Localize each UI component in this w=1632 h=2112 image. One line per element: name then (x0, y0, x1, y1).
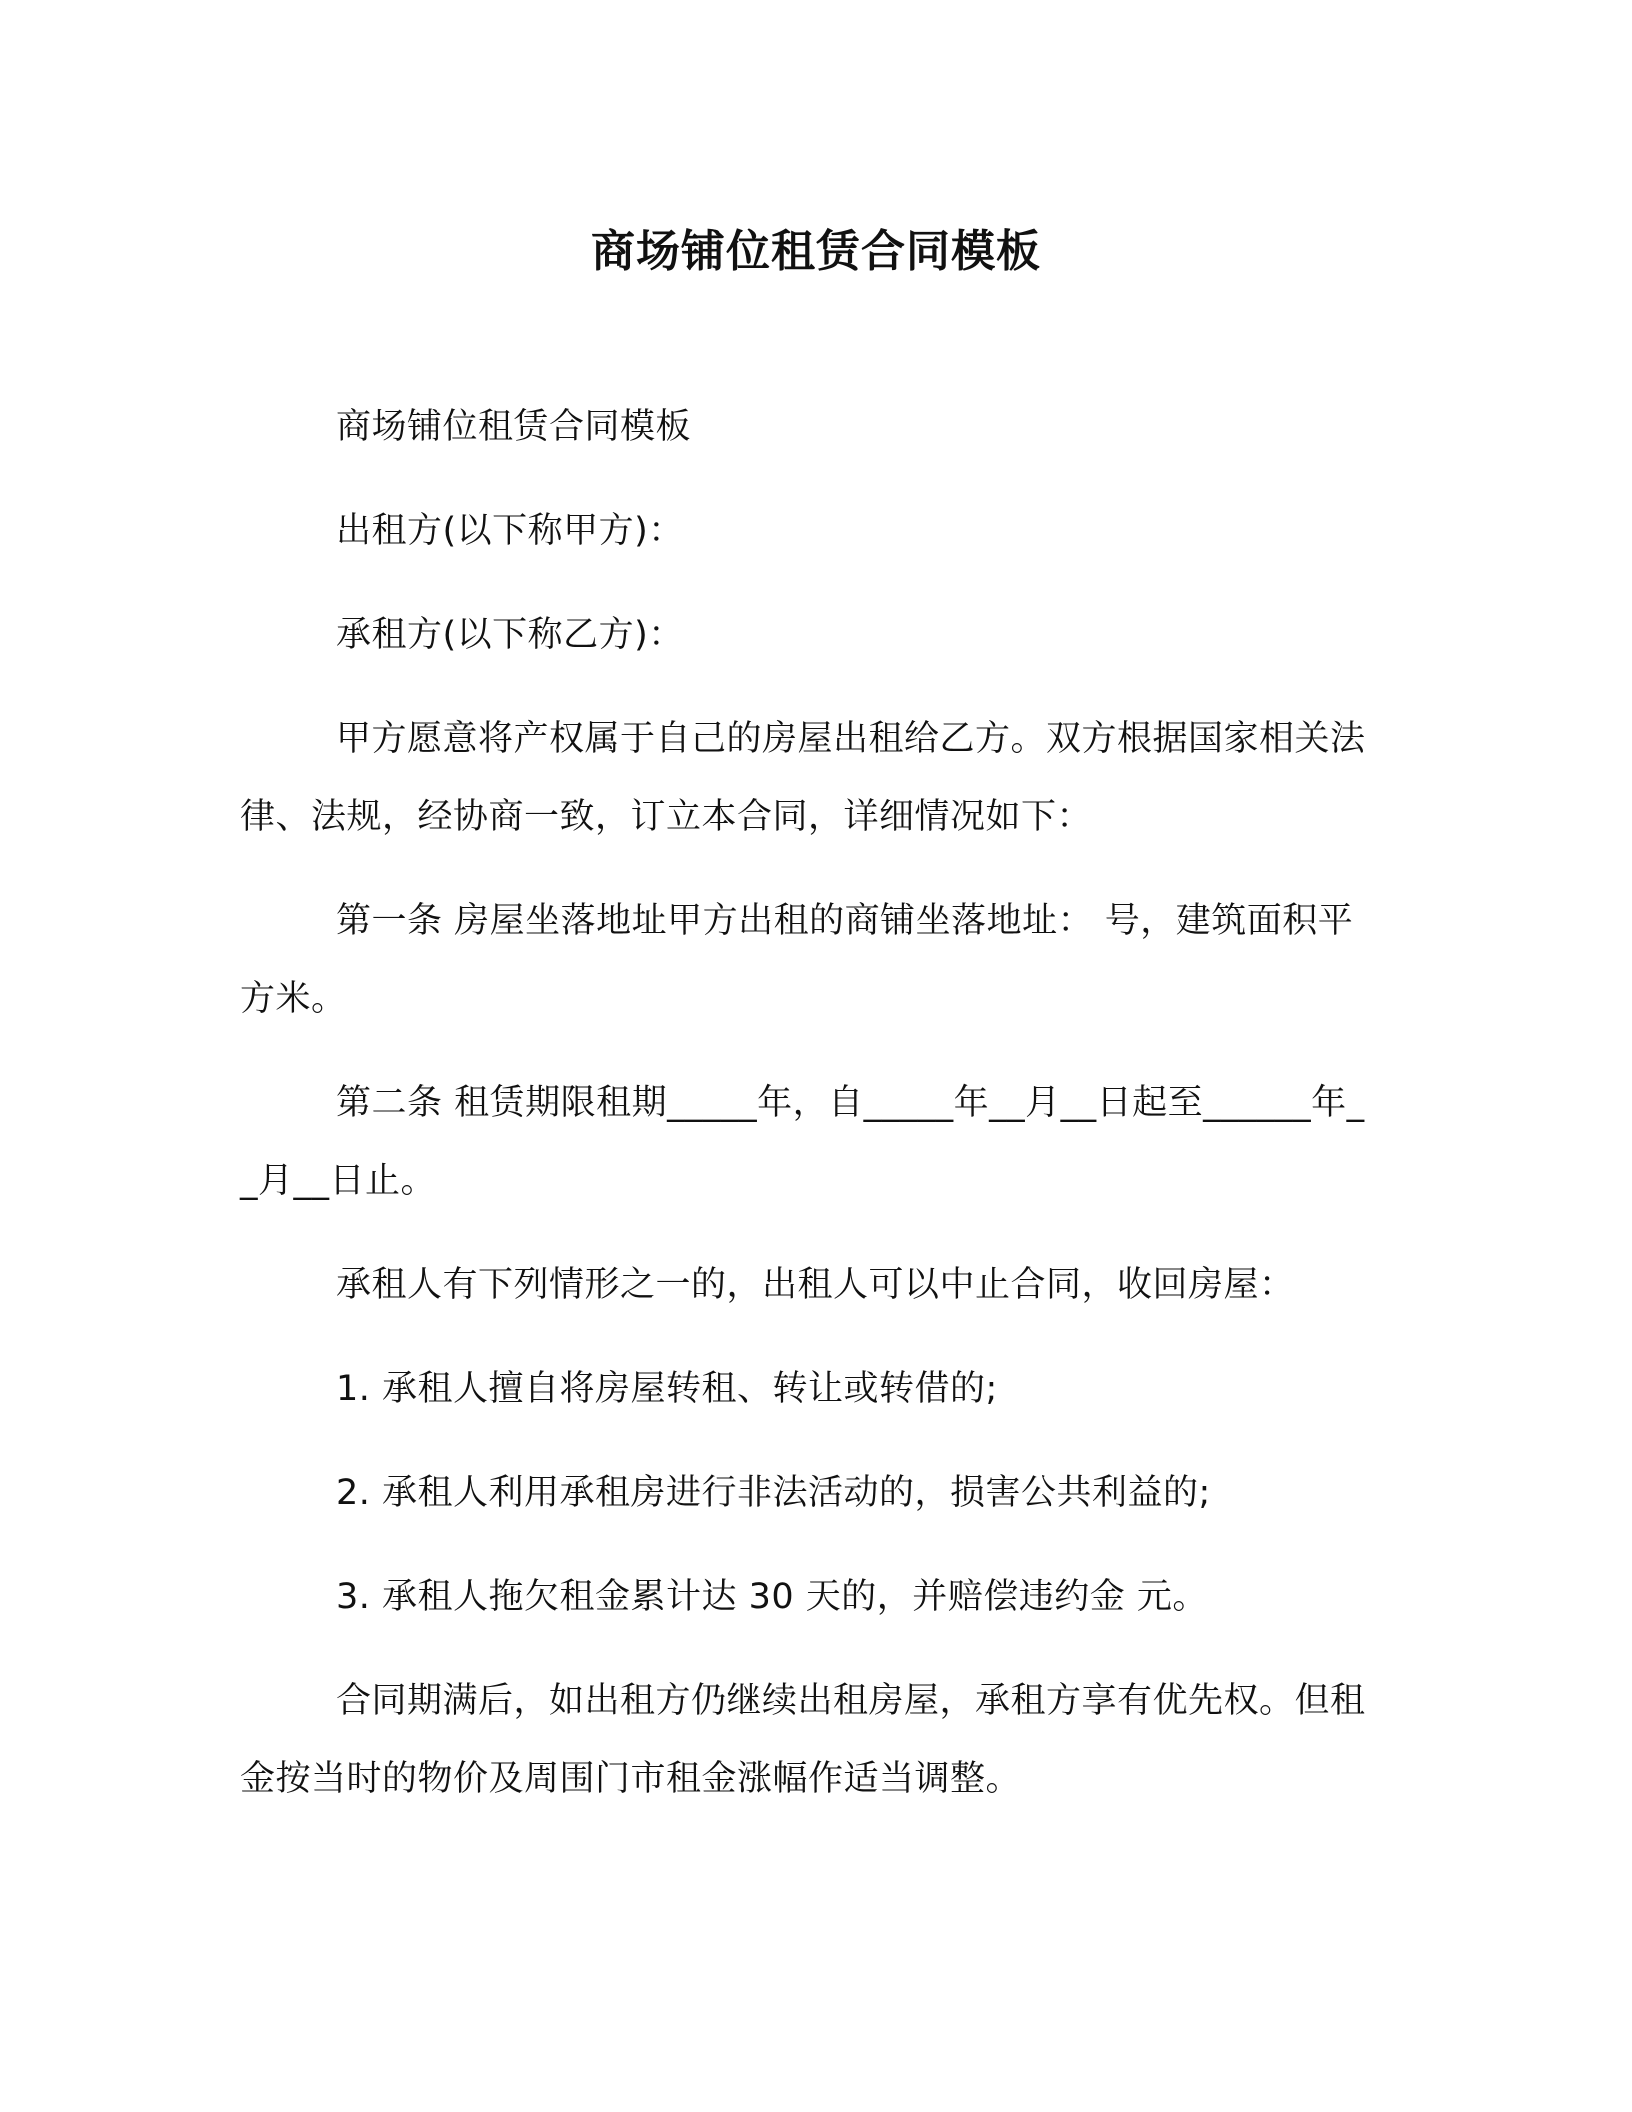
document-body (240, 388, 1380, 1844)
lessee-line: 承租方(以下称乙方)： (336, 615, 684, 655)
termination-intro: 承租人有下列情形之一的，出租人可以中止合同，收回房屋： (336, 1265, 1295, 1305)
document-title: 商场铺位租赁合同模板 (591, 226, 1041, 277)
article-1-address: 第一条 房屋坐落地址甲方出租的商铺坐落地址： 号，建筑面积平方米。 (240, 901, 1354, 1019)
termination-item-3: 3. 承租人拖欠租金累计达 30 天的，并赔偿违约金 元。 (336, 1577, 1208, 1617)
lessor-line: 出租方(以下称甲方)： (336, 511, 684, 551)
renewal-paragraph: 合同期满后，如出租方仍继续出租房屋，承租方享有优先权。但租金按当时的物价及周围门市租金涨幅作适当调整。 (240, 1681, 1366, 1799)
termination-item-1: 1. 承租人擅自将房屋转租、转让或转借的; (336, 1369, 998, 1409)
termination-item-2: 2. 承租人利用承租房进行非法活动的，损害公共利益的; (336, 1473, 1211, 1513)
article-2-term: 第二条 租赁期限租期_____年，自_____年__月__日起至______年__月__日止。 (240, 1083, 1365, 1201)
preamble-paragraph: 甲方愿意将产权属于自己的房屋出租给乙方。双方根据国家相关法律、法规，经协商一致，订立本合同，详细情况如下： (240, 719, 1366, 837)
subtitle-paragraph: 商场铺位租赁合同模板 (336, 407, 692, 447)
